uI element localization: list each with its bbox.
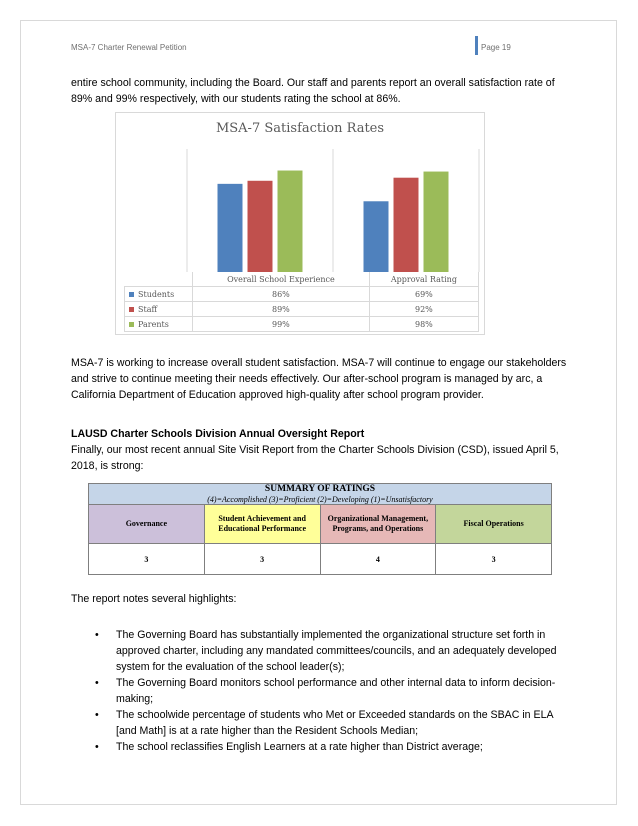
- legend-entry-staff: [125, 302, 193, 317]
- header-document-title: MSA-7 Charter Renewal Petition: [71, 43, 187, 52]
- category-fiscal-operations: Fiscal Operations: [436, 505, 552, 544]
- ratings-scale: (4)=Accomplished (3)=Proficient (2)=Developing (1)=Unsatisfactory: [207, 495, 433, 504]
- highlights-list: [71, 627, 571, 755]
- bar-staff-1: [248, 181, 273, 272]
- bar-parents-2: [424, 172, 449, 272]
- list-item-text: The schoolwide percentage of students who Met or Exceeded standards on the SBAC in ELA [and Math] is at a rate higher than the Resident Schools Median;: [116, 709, 553, 737]
- ratings-value-row: [89, 544, 552, 575]
- chart-title: MSA-7 Satisfaction Rates: [215, 121, 385, 136]
- document-page: [20, 20, 617, 805]
- section-heading: LAUSD Charter Schools Division Annual Oversight Report: [71, 428, 365, 440]
- list-item: [71, 739, 571, 755]
- bar-staff-2: [394, 178, 419, 272]
- section-paragraph: Finally, our most recent annual Site Visit Report from the Charter Schools Division (CSD), issued April 5, 2018, is strong:: [71, 444, 559, 472]
- chart-table-row-staff: [125, 302, 479, 317]
- legend-swatch-parents: [129, 322, 134, 327]
- ratings-title-cell: [89, 484, 552, 505]
- legend-swatch-students: [129, 292, 134, 297]
- chart-data-table: [124, 272, 479, 332]
- category-label: Approval Rating: [369, 272, 478, 287]
- data-label: 99%: [193, 317, 370, 332]
- legend-swatch-staff: [129, 307, 134, 312]
- header-page-number: Page 19: [481, 43, 511, 52]
- list-item: [71, 707, 571, 739]
- bullet-icon: •: [95, 677, 99, 689]
- rating-fiscal-operations: 3: [436, 544, 552, 575]
- data-label: 98%: [369, 317, 478, 332]
- ratings-category-row: [89, 505, 552, 544]
- series-name: Parents: [138, 319, 169, 329]
- bar-students-1: [218, 184, 243, 272]
- bar-students-2: [364, 201, 389, 272]
- bar-parents-1: [278, 171, 303, 272]
- legend-entry-students: [125, 287, 193, 302]
- category-governance: Governance: [89, 505, 205, 544]
- body-paragraph: MSA-7 is working to increase overall student satisfaction. MSA-7 will continue to engage our stakeholders and strive to continue meeting their needs effectively. Our after-school program is managed by arc, a California Department of Education approved high-quality after school program provider.: [71, 357, 567, 401]
- highlights-intro: The report notes several highlights:: [71, 593, 237, 605]
- chart-table-row-parents: [125, 317, 479, 332]
- data-label: 86%: [193, 287, 370, 302]
- rating-governance: 3: [89, 544, 205, 575]
- ratings-title: SUMMARY OF RATINGS: [264, 484, 376, 494]
- list-item-text: The school reclassifies English Learners at a rate higher than District average;: [116, 741, 483, 753]
- list-item-text: The Governing Board monitors school performance and other internal data to inform decision-making;: [116, 677, 556, 705]
- header-divider: [475, 36, 478, 55]
- chart-table-corner: [125, 272, 193, 287]
- series-name: Students: [138, 289, 175, 299]
- bullet-icon: •: [95, 709, 99, 721]
- bullet-icon: •: [95, 629, 99, 641]
- ratings-title-row: [89, 484, 552, 505]
- rating-organizational-management: 4: [320, 544, 436, 575]
- bullet-icon: •: [95, 741, 99, 753]
- chart-table-row-students: [125, 287, 479, 302]
- list-item: [71, 675, 571, 707]
- list-item-text: The Governing Board has substantially implemented the organizational structure set forth in approved charter, including any mandated committees/councils, and an adequately developed system for the evaluation of the school leader(s);: [116, 629, 557, 673]
- rating-student-achievement: 3: [204, 544, 320, 575]
- satisfaction-chart: [115, 112, 485, 335]
- series-name: Staff: [138, 304, 158, 314]
- data-label: 92%: [369, 302, 478, 317]
- list-item: [71, 627, 571, 675]
- category-label: Overall School Experience: [193, 272, 370, 287]
- category-student-achievement: Student Achievement and Educational Performance: [204, 505, 320, 544]
- legend-entry-parents: [125, 317, 193, 332]
- chart-table-header-row: [125, 272, 479, 287]
- intro-paragraph: entire school community, including the Board. Our staff and parents report an overall satisfaction rate of 89% and 99% respectively, with our students rating the school at 86%.: [71, 77, 555, 105]
- category-organizational-management: Organizational Management, Programs, and Operations: [320, 505, 436, 544]
- summary-of-ratings-table: [88, 483, 552, 575]
- data-label: 89%: [193, 302, 370, 317]
- data-label: 69%: [369, 287, 478, 302]
